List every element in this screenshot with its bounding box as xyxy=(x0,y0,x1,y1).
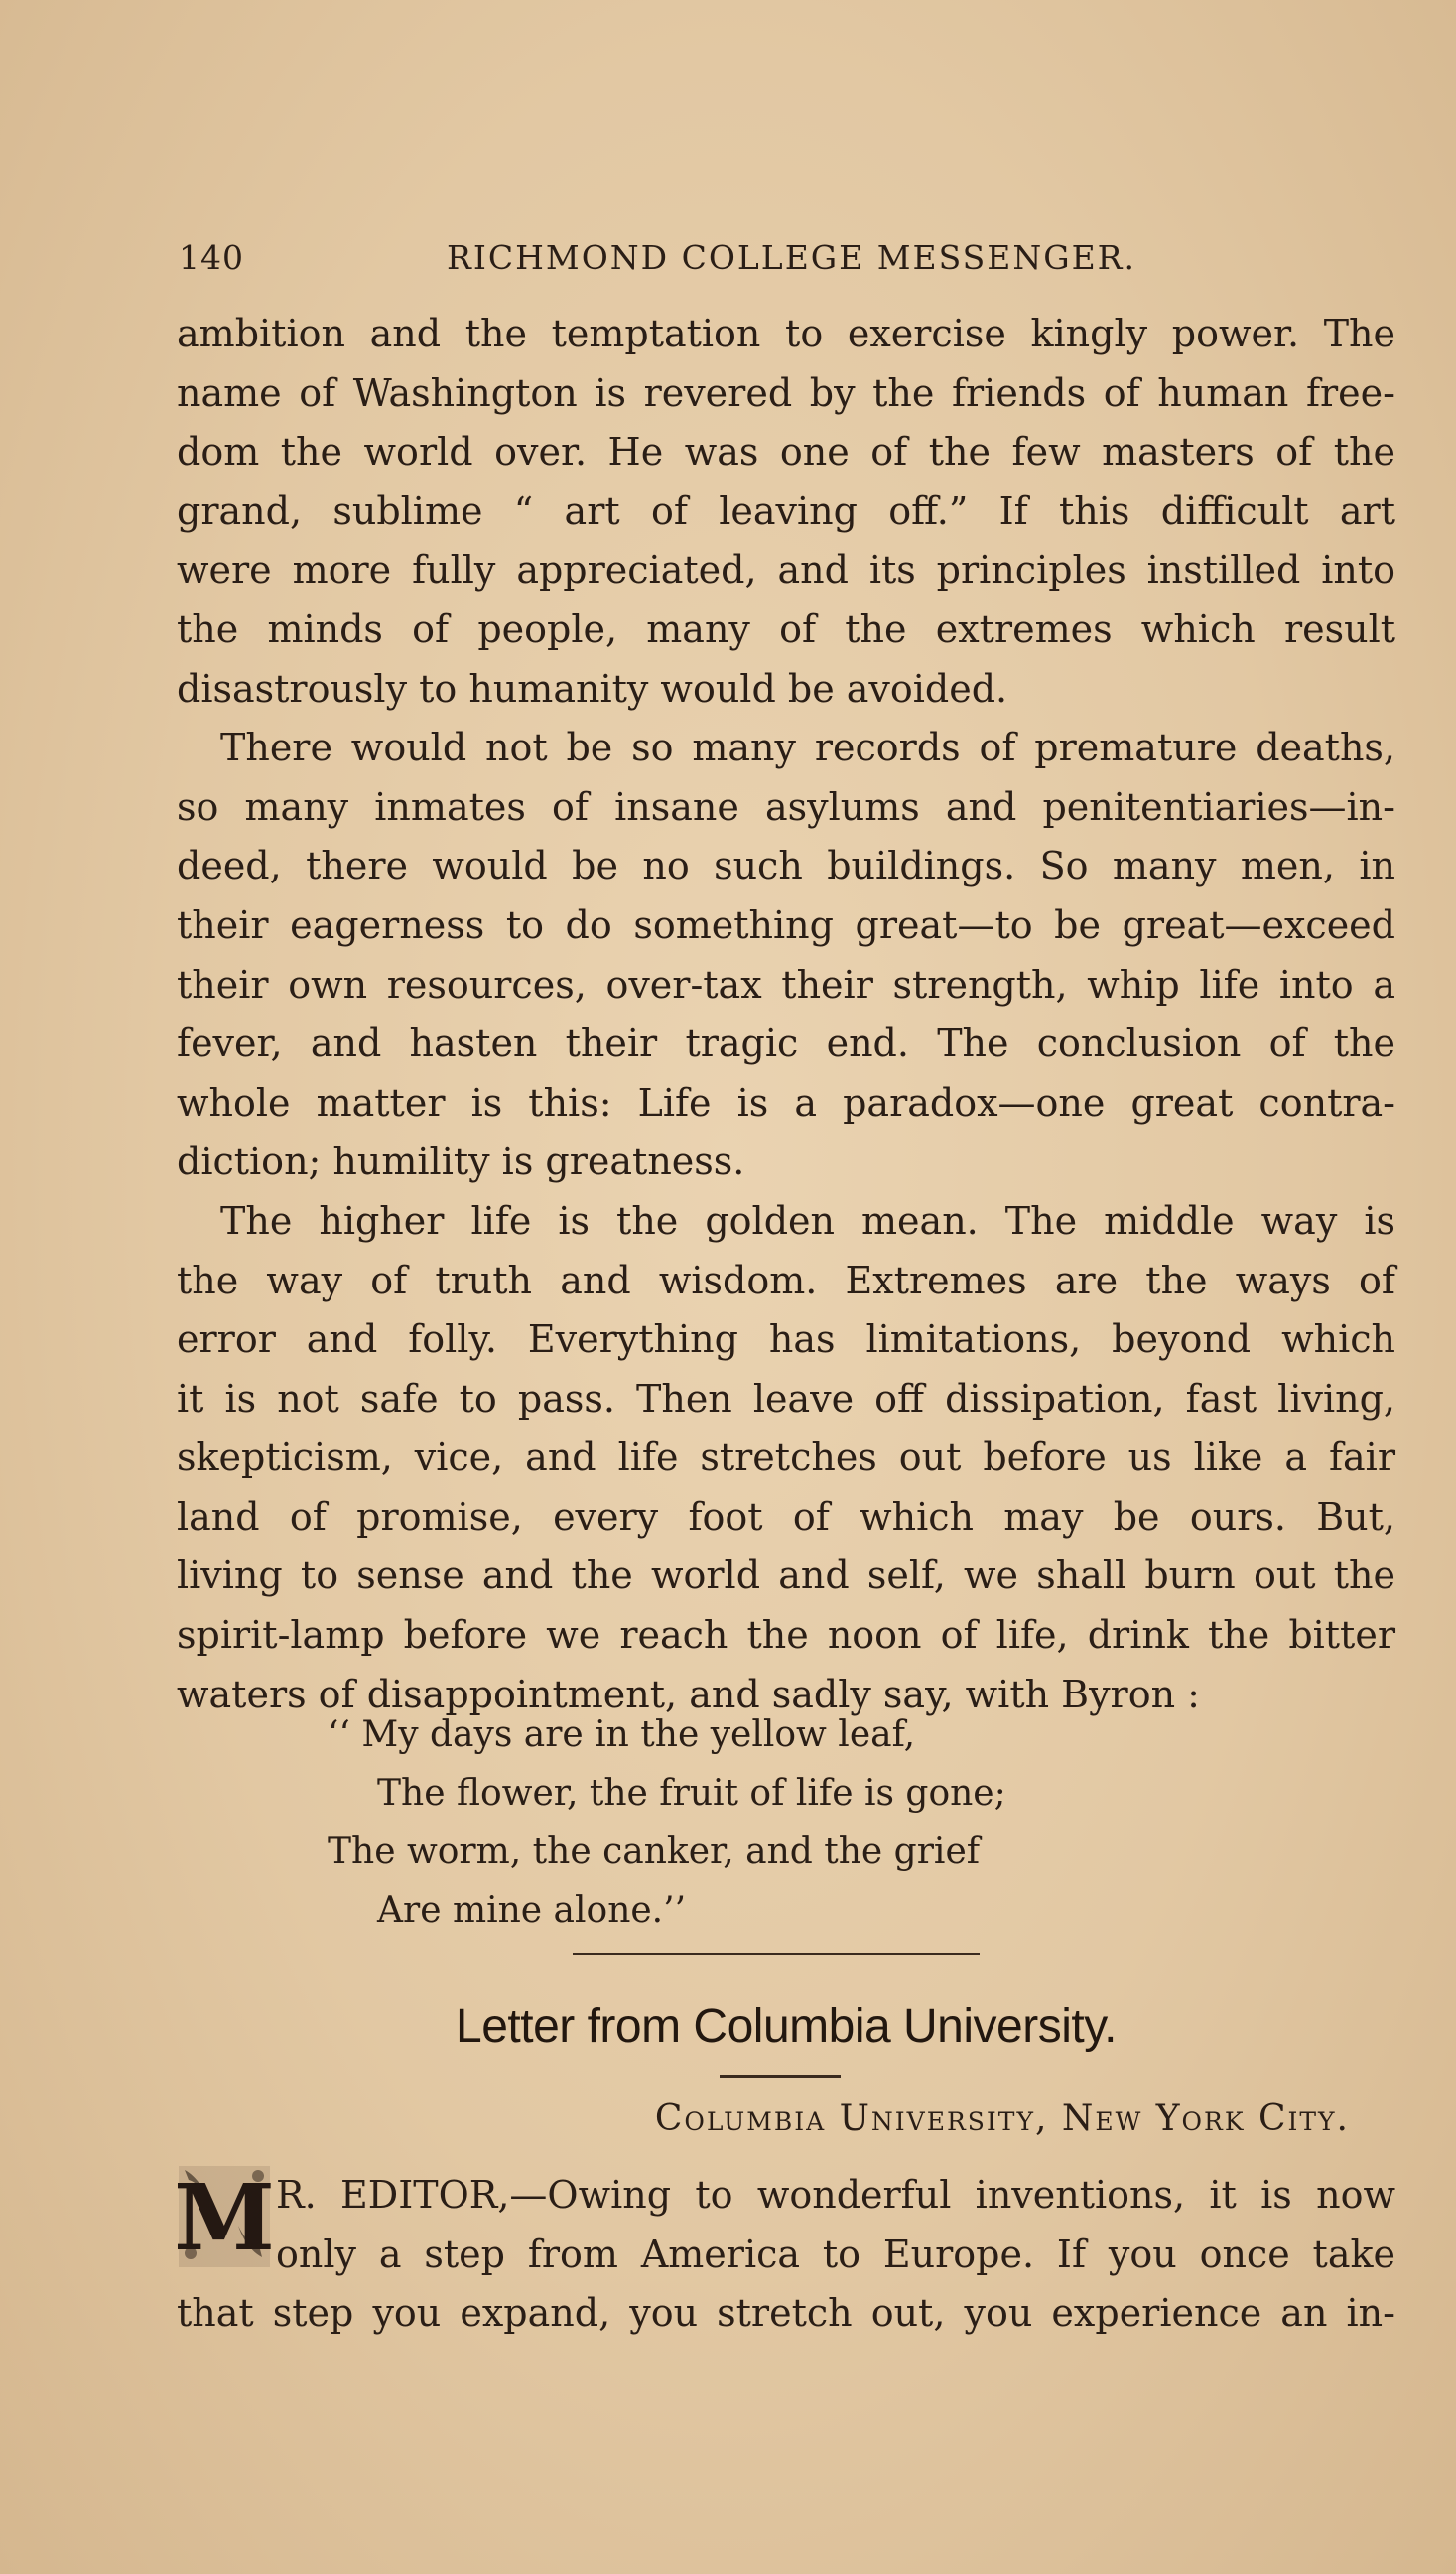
section-heading: Letter from Columbia University. xyxy=(456,2000,1117,2053)
text-line: waters of disappointment, and sadly say, with Byron : xyxy=(177,1672,1200,1716)
running-head xyxy=(179,238,1350,278)
text-line: There would not be so many records of premature deaths, xyxy=(220,726,1395,770)
text-line: The higher life is the golden mean. The middle way is xyxy=(220,1198,1395,1243)
text-line: R. EDITOR,—Owing to wonderful inventions, it is now xyxy=(276,2173,1395,2217)
text-line: the minds of people, many of the extremes which result xyxy=(177,607,1395,651)
text-line: their eagerness to do something great—to be great—exceed xyxy=(177,902,1395,947)
drop-cap-letter: M xyxy=(177,2164,272,2271)
text-line: were more fully appreciated, and its principles instilled into xyxy=(177,548,1395,593)
verse-line: Are mine alone.’’ xyxy=(377,1890,687,1931)
running-title: RICHMOND COLLEGE MESSENGER. xyxy=(447,238,1137,277)
text-line: it is not safe to pass. Then leave off dissipation, fast living, xyxy=(177,1376,1395,1421)
verse-line: The worm, the canker, and the grief xyxy=(328,1831,981,1872)
text-line: so many inmates of insane asylums and penitentiaries—in- xyxy=(177,784,1395,829)
text-line: only a step from America to Europe. If you once take xyxy=(276,2232,1395,2276)
section-divider xyxy=(573,1953,980,1955)
page-number: 140 xyxy=(179,238,244,277)
heading-rule xyxy=(720,2075,841,2078)
text-line: dom the world over. He was one of the few masters of the xyxy=(177,430,1395,474)
byron-verse xyxy=(328,1705,1006,1940)
text-line: skepticism, vice, and life stretches out before us like a fair xyxy=(177,1435,1395,1480)
text-line: land of promise, every foot of which may be ours. But, xyxy=(177,1494,1395,1539)
text-line: deed, there would be no such buildings. So many men, in xyxy=(177,844,1395,888)
text-line: the way of truth and wisdom. Extremes are the ways of xyxy=(177,1258,1395,1302)
text-line: grand, sublime “ art of leaving off.” If this difficult art xyxy=(177,488,1395,533)
text-line: whole matter is this: Life is a paradox—one great contra- xyxy=(177,1080,1395,1125)
text-line: ambition and the temptation to exercise kingly power. The xyxy=(177,312,1395,355)
text-line: diction; humility is greatness. xyxy=(177,1140,745,1184)
text-line: disastrously to humanity would be avoided. xyxy=(177,666,1008,711)
text-line: fever, and hasten their tragic end. The conclusion of the xyxy=(177,1021,1395,1066)
text-line: their own resources, over-tax their strength, whip life into a xyxy=(177,962,1395,1007)
letter-body xyxy=(177,2166,1395,2344)
text-line: that step you expand, you stretch out, you experience an in- xyxy=(177,2291,1395,2336)
text-line: error and folly. Everything has limitations, beyond which xyxy=(177,1317,1395,1362)
text-line: spirit-lamp before we reach the noon of life, drink the bitter xyxy=(177,1613,1395,1658)
text-line: living to sense and the world and self, we shall burn out the xyxy=(177,1554,1395,1598)
verse-line: ‘‘ My days are in the yellow leaf, xyxy=(328,1714,916,1755)
article-body xyxy=(177,305,1395,1724)
text-line: name of Washington is revered by the friends of human free- xyxy=(177,370,1395,415)
verse-line: The flower, the fruit of life is gone; xyxy=(377,1773,1006,1814)
dateline: Columbia University, New York City. xyxy=(654,2099,1350,2139)
